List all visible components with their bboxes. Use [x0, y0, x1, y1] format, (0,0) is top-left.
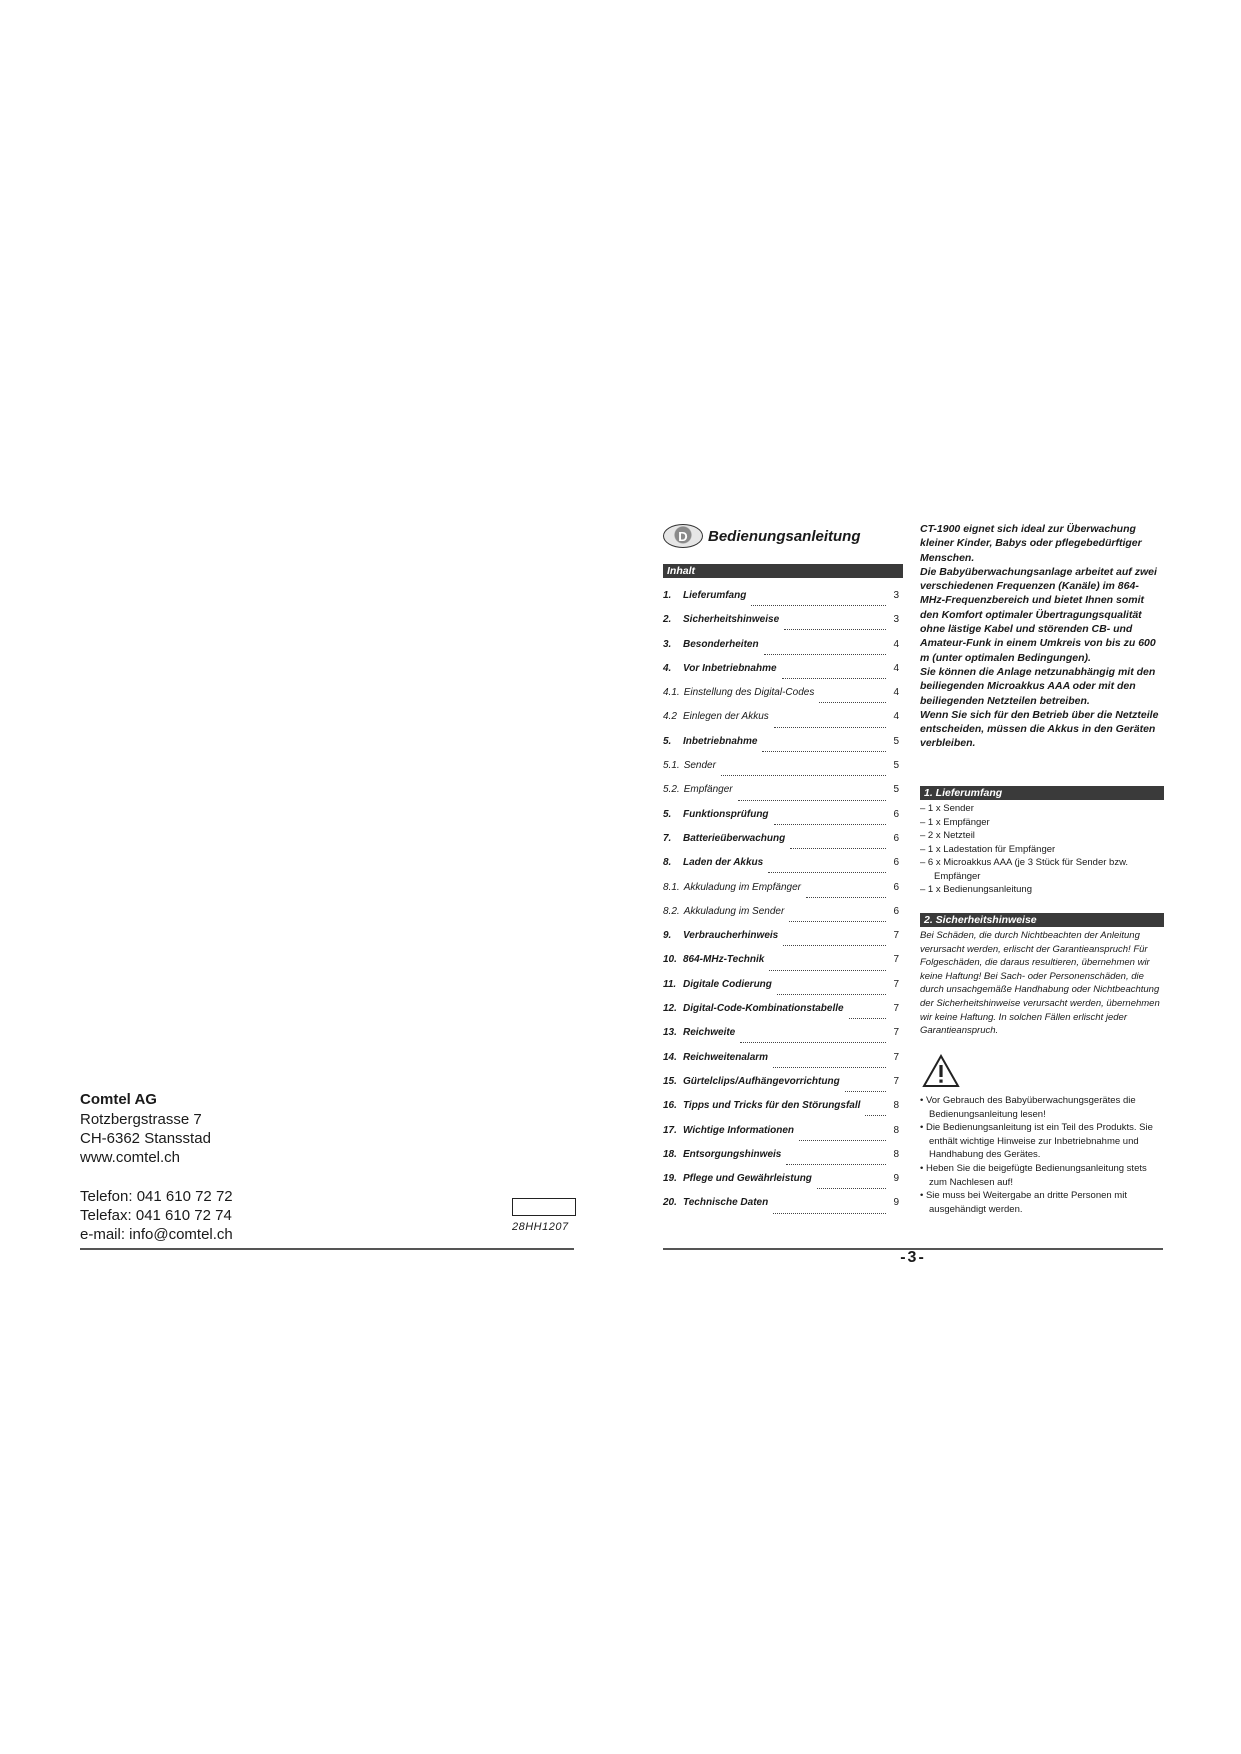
- toc-entry: [663, 663, 899, 687]
- toc-leader-dots: [819, 701, 886, 703]
- toc-entry-label: Pflege und Gewährleistung: [683, 1173, 812, 1185]
- toc-entry-number: 10.: [663, 954, 677, 966]
- toc-entry-label: Vor Inbetriebnahme: [683, 662, 777, 674]
- company-city: CH-6362 Stansstad: [80, 1130, 211, 1147]
- toc-entry-label: Einstellung des Digital-Codes: [683, 687, 815, 699]
- toc-entry-label: Einlegen der Akkus: [683, 711, 769, 723]
- toc-entry-page: 4: [893, 687, 899, 699]
- toc-entry-number: 11.: [663, 978, 677, 990]
- list-item: – 2 x Netzteil: [920, 830, 975, 841]
- manual-header: [663, 524, 861, 548]
- page-number: -3-: [900, 1249, 926, 1266]
- company-email: e-mail: info@comtel.ch: [80, 1226, 233, 1243]
- toc-entry-label: Besonderheiten: [683, 638, 759, 650]
- intro-paragraph: Die Babyüberwachungsanlage arbeitet auf zwei verschiedenen Frequenzen (Kanäle) im 864-MHz-Frequenzbereich und bietet Ihnen somit den Komfort optimaler Übertragungsqualität ohne lästige Kabel und störenden CB- und Amateur-Funk in einem Umkreis von bis zu 600 m (unter optimalen Bedingungen).: [920, 565, 1157, 664]
- toc-entry: [663, 809, 899, 833]
- toc-entry: [663, 1076, 899, 1100]
- toc-entry-number: 5.: [663, 808, 672, 820]
- toc-entry: [663, 930, 899, 954]
- toc-entry-label: Sicherheitshinweise: [683, 614, 780, 626]
- intro-paragraph: Sie können die Anlage netzunabhängig mit den beiliegenden Microakkus AAA oder mit den beiliegenden Netzteilen betreiben.: [920, 665, 1156, 707]
- toc-entry-number: 9.: [663, 930, 672, 942]
- toc-entry-number: 1.: [663, 590, 672, 601]
- toc-leader-dots: [790, 847, 886, 849]
- toc-entry: [663, 1052, 899, 1076]
- toc-entry: [663, 882, 899, 906]
- toc-entry-page: 6: [893, 808, 899, 820]
- toc-entry-number: 13.: [663, 1027, 677, 1039]
- intro-paragraph: CT-1900 eignet sich ideal zur Überwachung kleiner Kinder, Babys oder pflegebedürftiger Menschen.: [920, 523, 1142, 564]
- toc-entry-number: 8.2.: [663, 905, 680, 917]
- toc-entry-number: 19.: [663, 1173, 677, 1185]
- toc-entry-page: 4: [893, 662, 899, 674]
- toc-entry: [663, 760, 899, 784]
- document-code: 28HH1207: [512, 1221, 569, 1233]
- toc-entry-number: 16.: [663, 1100, 677, 1112]
- list-item: – 1 x Ladestation für Empfänger: [920, 843, 1056, 855]
- list-item: • Vor Gebrauch des Babyüberwachungsgerätes die Bedienungsanleitung lesen!: [920, 1095, 1136, 1120]
- toc-entry-number: 5.: [663, 735, 672, 747]
- toc-entry-number: 7.: [663, 832, 672, 844]
- toc-leader-dots: [786, 1163, 886, 1165]
- toc-entry-page: 5: [893, 735, 899, 747]
- toc-entry-label: Akkuladung im Sender: [683, 905, 785, 917]
- toc-leader-dots: [751, 604, 886, 606]
- toc-entry: [663, 857, 899, 881]
- toc-entry-page: 3: [893, 614, 899, 626]
- list-item: – 1 x Empfänger: [920, 816, 990, 828]
- toc-leader-dots: [740, 1041, 886, 1043]
- manual-title: Bedienungsanleitung: [708, 527, 861, 545]
- intro-paragraph: Wenn Sie sich für den Betrieb über die Netzteile entscheiden, müssen die Akkus in den Geräten verbleiben.: [920, 708, 1159, 750]
- company-website: www.comtel.ch: [80, 1149, 181, 1166]
- list-item: – 6 x Microakkus AAA (je 3 Stück für Sender bzw. Empfänger: [920, 857, 1129, 882]
- toc-entry-number: 4.: [663, 662, 672, 674]
- language-badge-letter: D: [678, 528, 688, 544]
- toc-entry-label: Akkuladung im Empfänger: [683, 881, 801, 893]
- toc-entry-page: 6: [893, 881, 899, 893]
- toc-entry-label: Digital-Code-Kombinationstabelle: [683, 1003, 844, 1015]
- table-of-contents: [663, 590, 899, 1222]
- toc-entry-page: 7: [893, 1051, 899, 1063]
- toc-leader-dots: [773, 1066, 886, 1068]
- toc-leader-dots: [782, 677, 886, 679]
- toc-entry-label: Empfänger: [683, 784, 733, 796]
- toc-entry-label: Verbraucherhinweis: [683, 930, 779, 942]
- toc-entry: [663, 954, 899, 978]
- toc-entry-number: 8.1.: [663, 881, 680, 893]
- toc-entry: [663, 1027, 899, 1051]
- safety-paragraph: Bei Schäden, die durch Nichtbeachten der Anleitung verursacht werden, erlischt der Garantieanspruch! Für Folgeschäden, die daraus resultieren, übernehmen wir keine Haftung! Bei Sach- oder Personenschäden, die durch unsachgemäße Handhabung oder Nichtbeachtung der Sicherheitshinweise verursacht werden, übernehmen wir keine Haftung. In solchen Fällen erlischt jeder Garantieanspruch.: [920, 930, 1160, 1037]
- toc-entry: [663, 833, 899, 857]
- toc-entry-number: 14.: [663, 1051, 677, 1063]
- toc-leader-dots: [806, 896, 886, 898]
- toc-leader-dots: [773, 1212, 886, 1214]
- toc-leader-dots: [849, 1017, 886, 1019]
- list-item: – 1 x Bedienungsanleitung: [920, 884, 1032, 895]
- toc-entry: [663, 1197, 899, 1221]
- toc-entry-page: 4: [893, 711, 899, 723]
- toc-entry-page: 7: [893, 954, 899, 966]
- toc-entry: [663, 590, 899, 614]
- toc-entry-page: 8: [893, 1124, 899, 1136]
- toc-entry: [663, 1173, 899, 1197]
- toc-entry-page: 7: [893, 1075, 899, 1087]
- warning-triangle-icon: [922, 1054, 960, 1093]
- list-item: • Sie muss bei Weitergabe an dritte Personen mit ausgehändigt werden.: [920, 1190, 1127, 1215]
- toc-entry-page: 9: [893, 1173, 899, 1185]
- toc-entry-number: 4.1.: [663, 687, 680, 699]
- toc-entry-label: Digitale Codierung: [683, 978, 772, 990]
- toc-entry-page: 7: [893, 978, 899, 990]
- toc-entry-number: 15.: [663, 1075, 677, 1087]
- toc-leader-dots: [721, 774, 886, 776]
- toc-entry-page: 8: [893, 1148, 899, 1160]
- company-phone: Telefon: 041 610 72 72: [80, 1188, 233, 1205]
- toc-entry-page: 8: [893, 1100, 899, 1112]
- toc-entry-label: Reichweitenalarm: [683, 1051, 769, 1063]
- toc-entry-label: Tipps und Tricks für den Störungsfall: [683, 1100, 861, 1112]
- toc-entry-page: 7: [893, 1003, 899, 1015]
- company-name: Comtel AG: [80, 1091, 157, 1108]
- toc-entry: [663, 736, 899, 760]
- list-item: • Heben Sie die beigefügte Bedienungsanleitung stets zum Nachlesen auf!: [920, 1162, 1147, 1188]
- toc-entry-label: Batterieüberwachung: [683, 832, 786, 844]
- toc-entry-page: 7: [893, 930, 899, 942]
- toc-entry-number: 17.: [663, 1124, 677, 1136]
- toc-entry-page: 6: [893, 905, 899, 917]
- toc-entry-number: 18.: [663, 1148, 677, 1160]
- toc-entry-label: Funktionsprüfung: [683, 808, 769, 820]
- scope-list: [920, 802, 1160, 897]
- toc-entry-number: 12.: [663, 1003, 677, 1015]
- list-item: – 1 x Sender: [920, 803, 974, 814]
- toc-leader-dots: [762, 750, 886, 752]
- toc-leader-dots: [774, 823, 886, 825]
- section-heading-lieferumfang: 1. Lieferumfang: [920, 786, 1164, 800]
- toc-entry-page: 6: [893, 857, 899, 869]
- toc-leader-dots: [789, 920, 886, 922]
- toc-leader-dots: [784, 628, 886, 630]
- intro-text: [920, 522, 1160, 751]
- company-fax: Telefax: 041 610 72 74: [80, 1207, 232, 1224]
- toc-entry-number: 20.: [663, 1197, 677, 1209]
- toc-entry-page: 9: [893, 1197, 899, 1209]
- toc-entry-label: Lieferumfang: [683, 590, 747, 601]
- company-street: Rotzbergstrasse 7: [80, 1111, 202, 1128]
- list-item: • Die Bedienungsanleitung ist ein Teil des Produkts. Sie enthält wichtige Hinweise zur Inbetriebnahme und Handhabung des Gerätes.: [920, 1122, 1153, 1161]
- toc-entry-label: Sender: [683, 760, 716, 772]
- toc-entry-label: Technische Daten: [683, 1197, 769, 1209]
- toc-entry-page: 7: [893, 1027, 899, 1039]
- toc-entry: [663, 639, 899, 663]
- toc-entry-page: 5: [893, 784, 899, 796]
- toc-leader-dots: [845, 1090, 886, 1092]
- toc-entry-number: 5.1.: [663, 760, 680, 772]
- toc-entry: [663, 1125, 899, 1149]
- toc-entry-page: 3: [893, 590, 899, 601]
- blank-box: [512, 1198, 576, 1216]
- toc-leader-dots: [799, 1139, 886, 1141]
- toc-entry-label: Inbetriebnahme: [683, 735, 758, 747]
- toc-leader-dots: [769, 969, 886, 971]
- toc-entry-page: 5: [893, 760, 899, 772]
- toc-entry-number: 5.2.: [663, 784, 680, 796]
- toc-entry: [663, 711, 899, 735]
- toc-entry-label: 864-MHz-Technik: [683, 954, 765, 966]
- toc-leader-dots: [777, 993, 886, 995]
- toc-leader-dots: [817, 1187, 886, 1189]
- toc-leader-dots: [738, 799, 886, 801]
- toc-entry: [663, 906, 899, 930]
- company-address-block: [80, 1090, 560, 1244]
- toc-entry: [663, 687, 899, 711]
- toc-leader-dots: [865, 1114, 886, 1116]
- toc-entry-number: 8.: [663, 857, 672, 869]
- toc-entry-label: Wichtige Informationen: [683, 1124, 795, 1136]
- toc-leader-dots: [768, 871, 886, 873]
- toc-leader-dots: [764, 653, 886, 655]
- toc-entry-label: Laden der Akkus: [683, 857, 764, 869]
- toc-entry-label: Entsorgungshinweis: [683, 1148, 782, 1160]
- toc-entry-number: 2.: [663, 614, 672, 626]
- toc-entry: [663, 1100, 899, 1124]
- toc-entry-number: 3.: [663, 638, 672, 650]
- toc-entry: [663, 614, 899, 638]
- toc-leader-dots: [783, 944, 886, 946]
- toc-entry: [663, 1149, 899, 1173]
- toc-entry-label: Reichweite: [683, 1027, 736, 1039]
- section-heading-sicherheitshinweise: 2. Sicherheitshinweise: [920, 913, 1164, 927]
- toc-entry-page: 4: [893, 638, 899, 650]
- toc-entry: [663, 784, 899, 808]
- toc-entry-number: 4.2: [663, 711, 677, 723]
- toc-entry-page: 6: [893, 832, 899, 844]
- toc-entry-label: Gürtelclips/Aufhängevorrichtung: [683, 1075, 840, 1087]
- toc-leader-dots: [774, 726, 886, 728]
- safety-bullet-list: [920, 1094, 1160, 1216]
- left-page-rule: [80, 1248, 574, 1250]
- toc-heading: Inhalt: [663, 564, 903, 578]
- toc-entry: [663, 1003, 899, 1027]
- language-badge-icon: [663, 524, 703, 548]
- toc-entry: [663, 979, 899, 1003]
